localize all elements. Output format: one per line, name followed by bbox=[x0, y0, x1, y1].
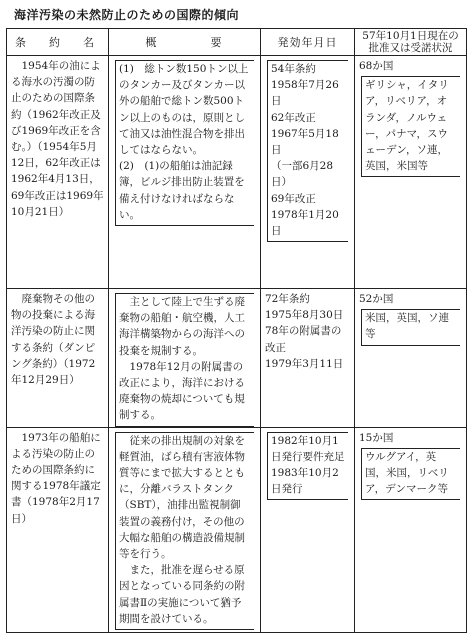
page-title: 海洋汚染の未然防止のための国際的傾向 bbox=[14, 8, 240, 22]
status-cell bbox=[355, 56, 467, 289]
status-countries: 米国，英国，ソ連等 bbox=[361, 309, 460, 345]
effective-date-cell bbox=[261, 56, 355, 289]
treaty-name: 廃棄物その他の物の投棄による海洋汚染の防止に関する条約（ダンピング条約）（1972年12月29日） bbox=[11, 293, 96, 387]
treaty-name-cell bbox=[7, 56, 109, 289]
header-ratification-status bbox=[355, 29, 467, 56]
status-cell bbox=[355, 427, 467, 632]
summary-item: (1) 総トン数150トン以上のタンカー及びタンカー以外の船舶で総トン数500トン以上のものは，原則として油又は油性混合物を排出してはならない。 bbox=[119, 63, 249, 157]
summary-box bbox=[115, 432, 254, 630]
summary-paragraph: 1978年12月の附属書の改正により，海洋における廃棄物の焼却についても規制する。 bbox=[119, 360, 245, 422]
summary-box bbox=[115, 60, 254, 226]
effective-date: 54年条約 1958年7月26日 62年改正 1967年5月18日 （一部6月28日） 69年改正 1978年1月20日 bbox=[267, 60, 348, 242]
status-countries: ギリシャ，イタリア，リベリア，オランダ，ノルウェー，パナマ，スウェーデン，ソ連，英国，米国等 bbox=[361, 76, 460, 177]
summary-paragraph: また，批准を遅らせる原因となっている同条約の附属書Ⅱの実施について猶予期間を設けている。 bbox=[119, 564, 245, 625]
effective-date-cell bbox=[261, 427, 355, 632]
header-effective-date: 発効年月日 bbox=[261, 29, 355, 56]
effective-date: 1982年10月1日発行要件充足 1983年10月2日発行 bbox=[267, 432, 348, 501]
header-row bbox=[7, 29, 467, 56]
table-row bbox=[7, 427, 467, 632]
status-countries: ウルグアイ，英国，米国，リベリア，デンマーク等 bbox=[361, 448, 460, 501]
summary-item: (2) (1)の船舶は油記録簿，ビルジ排出防止装置を備え付けなければならない。 bbox=[119, 160, 245, 221]
treaty-name-cell bbox=[7, 289, 109, 428]
summary-cell bbox=[109, 427, 261, 632]
table-row bbox=[7, 56, 467, 289]
treaty-name: 1973年の船舶による汚染の防止のための国際条約に関する1978年議定書（1978年2月17日） bbox=[11, 431, 101, 525]
table-row bbox=[7, 289, 467, 428]
status-count: 52か国 bbox=[359, 293, 394, 305]
summary-paragraph: 主として陸上で生ずる廃棄物の船舶・航空機，人工海洋構築物からの海洋への投棄を規制する。 bbox=[119, 296, 245, 357]
header-status-line2: 批准又は受諾状況 bbox=[368, 42, 453, 54]
status-count: 68か国 bbox=[359, 60, 394, 72]
effective-date-cell bbox=[261, 289, 355, 428]
treaty-name: 1954年の油による海水の汚濁の防止のための国際条約（1962年改正及び1969年改正を含む。）（1954年5月12日，62年改正は1962年4月13日，69年改正は1969年10月21日） bbox=[11, 60, 104, 218]
header-treaty-name: 条 約 名 bbox=[7, 29, 109, 56]
header-summary: 概 要 bbox=[109, 29, 261, 56]
effective-date: 72年条約 1975年8月30日 78年の附属書の改正 1979年3月11日 bbox=[265, 293, 344, 370]
summary-box bbox=[115, 293, 254, 427]
summary-cell bbox=[109, 56, 261, 289]
summary-paragraph: 従来の排出規制の対象を軽質油，ばら積有害液体物質等にまで拡大するとともに，分離バラストタンク（SBT），油排出監視制御装置の義務付け，その他の大幅な船舶の構造設備規制等を行う。 bbox=[119, 434, 245, 561]
treaty-name-cell bbox=[7, 427, 109, 632]
header-status-line1: 57年10月1日現在の bbox=[362, 30, 459, 42]
summary-cell bbox=[109, 289, 261, 428]
treaty-table bbox=[6, 28, 467, 633]
status-cell bbox=[355, 289, 467, 428]
status-count: 15か国 bbox=[359, 431, 394, 444]
